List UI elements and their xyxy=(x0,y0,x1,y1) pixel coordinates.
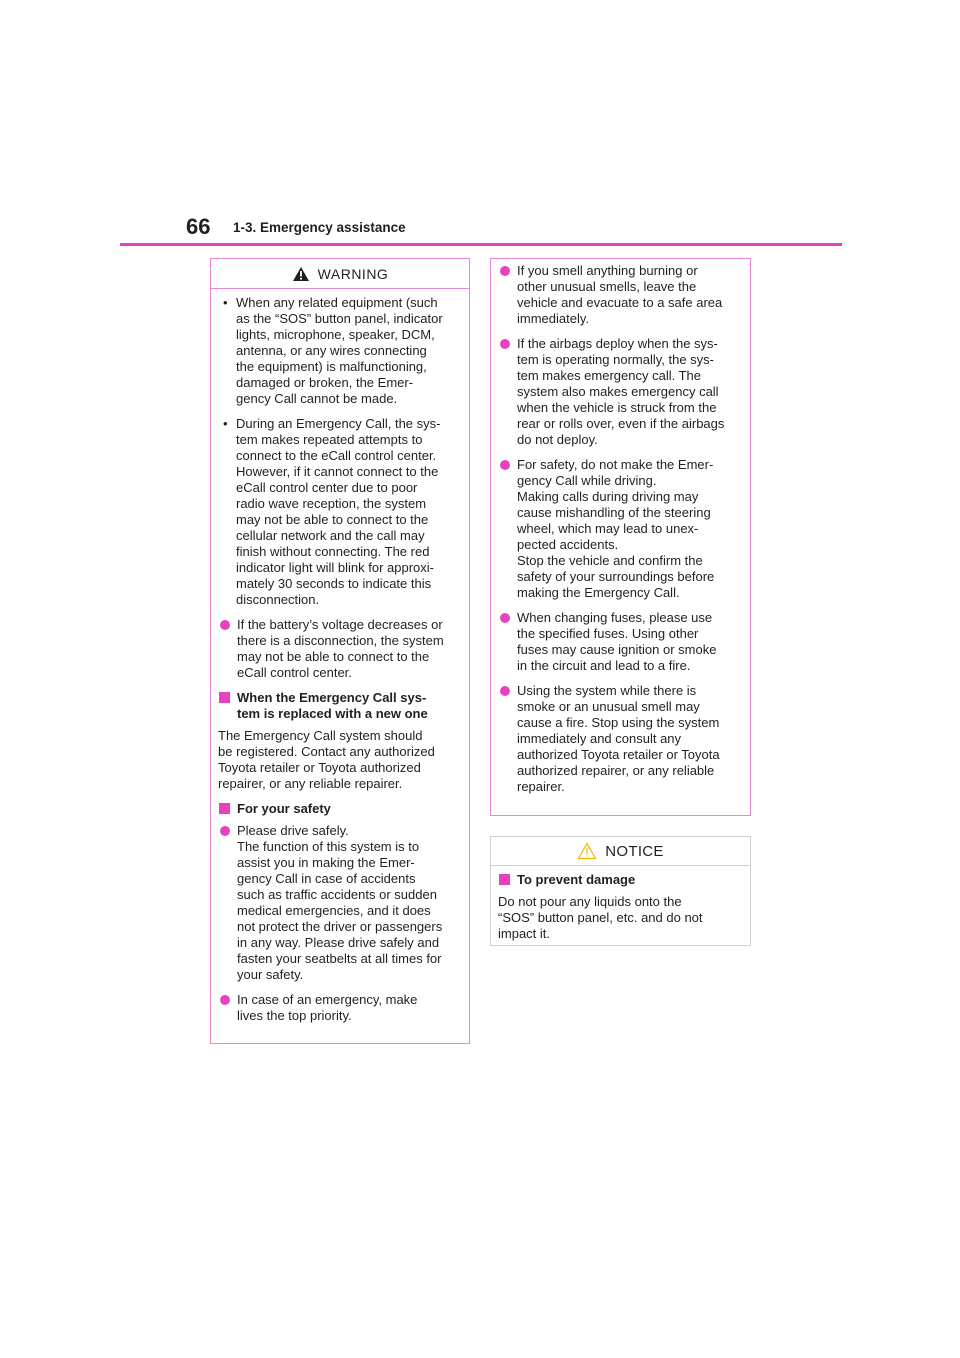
list-item xyxy=(498,336,743,448)
subsection-heading xyxy=(498,872,743,888)
list-item-text: When any related equipment (such as the “SOS” button panel, indicator lights, microphone, speaker, DCM, antenna, or any wires connecting the equipment) is malfunctioning, damaged or broken, the Emer- gency Call cannot be made. xyxy=(236,295,443,406)
list-item xyxy=(498,683,743,795)
subsection-heading xyxy=(218,801,462,817)
notice-header xyxy=(491,837,750,866)
dash-bullet: • xyxy=(223,295,228,310)
list-item-text: Using the system while there is smoke or an unusual smell may cause a fire. Stop using the system immediately and consult any authorized Toyota retailer or Toyota authorized repairer, or any reliable repairer. xyxy=(517,683,720,794)
list-item-text: For safety, do not make the Emer- gency Call while driving. Making calls during driving may cause mishandling of the steering wheel, which may lead to unex- pected accidents. Stop the vehicle and confirm the safety of your surroundings before making the Emergency Call. xyxy=(517,457,715,600)
circle-bullet-icon xyxy=(500,266,510,276)
list-item xyxy=(218,295,462,407)
page-number: 66 xyxy=(186,214,211,239)
subsection-heading-text: When the Emergency Call sys- tem is replaced with a new one xyxy=(237,690,428,721)
list-item-text: If you smell anything burning or other unusual smells, leave the vehicle and evacuate to a safe area immediately. xyxy=(517,263,723,326)
square-bullet-icon xyxy=(219,692,230,703)
notice-title: NOTICE xyxy=(605,842,664,860)
warning-box-continued xyxy=(490,258,751,816)
list-item xyxy=(218,823,462,983)
subsection-heading-text: To prevent damage xyxy=(517,872,636,887)
paragraph: The Emergency Call system should be registered. Contact any authorized Toyota retailer or Toyota authorized repairer, or any reliable repairer. xyxy=(218,728,435,791)
list-item xyxy=(218,992,462,1024)
list-item-text: When changing fuses, please use the specified fuses. Using other fuses may cause ignition or smoke in the circuit and lead to a fire. xyxy=(517,610,717,673)
list-item-text: If the battery’s voltage decreases or there is a disconnection, the system may not be able to connect to the eCall control center. xyxy=(237,617,444,680)
square-bullet-icon xyxy=(499,874,510,885)
circle-bullet-icon xyxy=(500,339,510,349)
warning-box xyxy=(210,258,470,1044)
subsection-heading-text: For your safety xyxy=(237,801,331,816)
notice-box xyxy=(490,836,751,946)
subsection-heading xyxy=(218,690,462,722)
list-item-text: Please drive safely. The function of this system is to assist you in making the Emer- gency Call in case of accidents such as traffic accidents or sudden medical emergencies, and it does not protect the driver or passengers in any way. Please drive safely and fasten your seatbelts at all times for your safety. xyxy=(237,823,443,982)
circle-bullet-icon xyxy=(500,613,510,623)
circle-bullet-icon xyxy=(500,460,510,470)
circle-bullet-icon xyxy=(220,826,230,836)
caution-triangle-icon xyxy=(577,842,597,860)
list-item xyxy=(218,617,462,681)
list-item-text: In case of an emergency, make lives the top priority. xyxy=(237,992,418,1023)
dash-bullet: • xyxy=(223,416,228,431)
warning-continued-body xyxy=(491,259,750,795)
section-title: 1-3. Emergency assistance xyxy=(233,220,406,235)
list-item-text: During an Emergency Call, the sys- tem makes repeated attempts to connect to the eCall control center. However, if it cannot connect to the eCall control center due to poor radio wave reception, the system may not be able to connect to the cellular network and the call may finish without connecting. The red indicator light will blink for approxi- mately 30 seconds to indicate this disconnection. xyxy=(236,416,441,607)
notice-body xyxy=(491,866,750,942)
circle-bullet-icon xyxy=(220,995,230,1005)
warning-body xyxy=(211,289,469,1024)
list-item-text: If the airbags deploy when the sys- tem is operating normally, the sys- tem makes emergency call. The system also makes emergency call when the vehicle is struck from the rear or rolls over, even if the airbags do not deploy. xyxy=(517,336,725,447)
paragraph: Do not pour any liquids onto the “SOS” button panel, etc. and do not impact it. xyxy=(498,894,703,941)
square-bullet-icon xyxy=(219,803,230,814)
list-item xyxy=(218,416,462,608)
circle-bullet-icon xyxy=(220,620,230,630)
circle-bullet-icon xyxy=(500,686,510,696)
warning-triangle-icon xyxy=(292,266,310,282)
warning-title: WARNING xyxy=(317,265,389,282)
list-item xyxy=(498,263,743,327)
header-rule xyxy=(120,243,842,246)
list-item xyxy=(498,457,743,601)
warning-header xyxy=(211,259,469,289)
list-item xyxy=(498,610,743,674)
